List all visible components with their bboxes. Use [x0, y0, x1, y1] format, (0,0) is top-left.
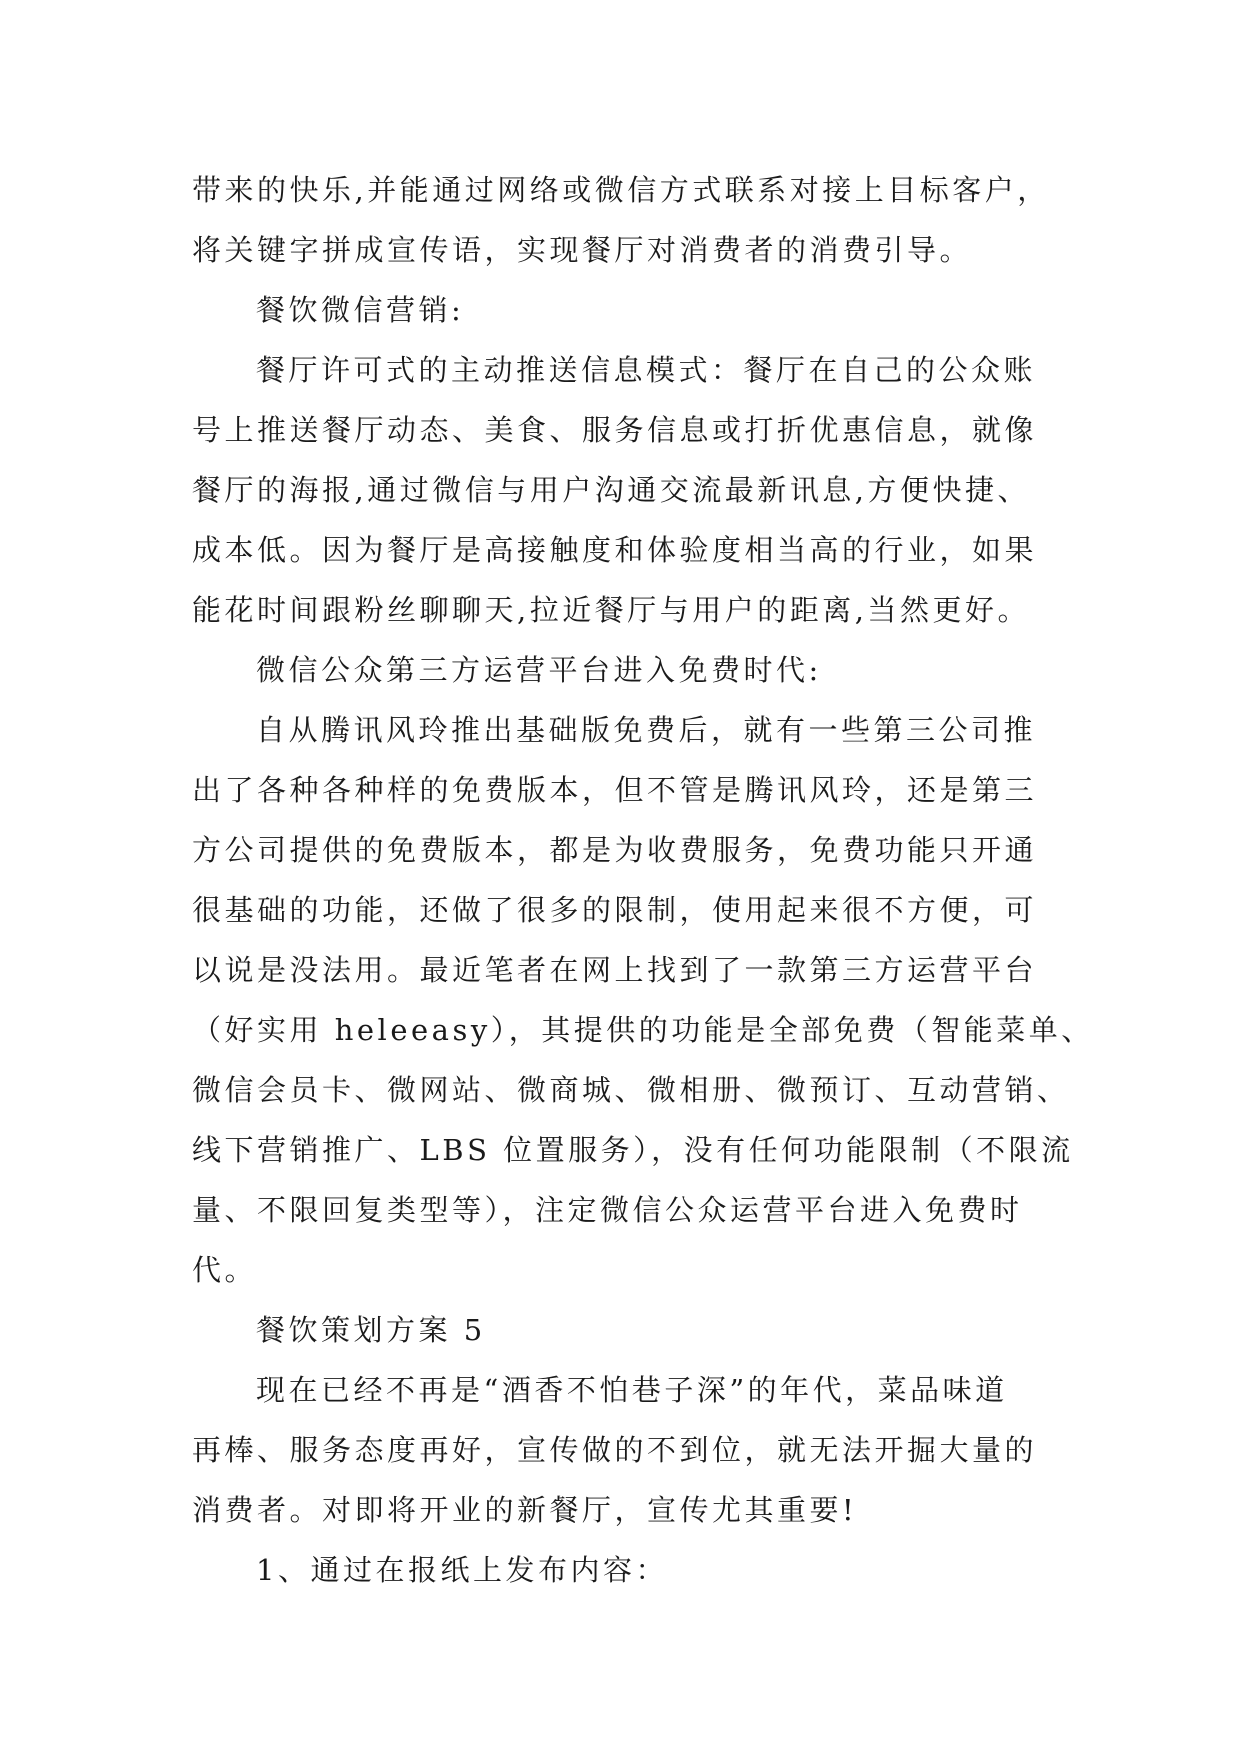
- body-line: 出了各种各种样的免费版本，但不管是腾讯风玲，还是第三: [192, 773, 1038, 807]
- body-line: 量、不限回复类型等），注定微信公众运营平台进入免费时: [192, 1193, 1023, 1227]
- body-line: 号上推送餐厅动态、美食、服务信息或打折优惠信息，就像: [192, 413, 1038, 447]
- paragraph-start: 现在已经不再是“酒香不怕巷子深”的年代，菜品味道: [256, 1373, 1008, 1407]
- list-item: 1、通过在报纸上发布内容：: [256, 1553, 668, 1587]
- body-line: 线下营销推广、LBS 位置服务），没有任何功能限制（不限流: [192, 1133, 1074, 1167]
- body-line: 微信会员卡、微网站、微商城、微相册、微预订、互动营销、: [192, 1073, 1070, 1107]
- body-line: 消费者。对即将开业的新餐厅，宣传尤其重要!: [192, 1493, 858, 1527]
- body-line: 很基础的功能，还做了很多的限制，使用起来很不方便，可: [192, 893, 1038, 927]
- body-line: 方公司提供的免费版本，都是为收费服务，免费功能只开通: [192, 833, 1038, 867]
- paragraph-start: 餐厅许可式的主动推送信息模式：餐厅在自己的公众账: [256, 353, 1037, 387]
- body-line: 再棒、服务态度再好，宣传做的不到位，就无法开掘大量的: [192, 1433, 1038, 1467]
- body-line: 能花时间跟粉丝聊聊天,拉近餐厅与用户的距离,当然更好。: [192, 593, 1030, 627]
- body-line: 以说是没法用。最近笔者在网上找到了一款第三方运营平台: [192, 953, 1038, 987]
- body-line: 餐厅的海报,通过微信与用户沟通交流最新讯息,方便快捷、: [192, 473, 1030, 507]
- body-line: 代。: [192, 1253, 258, 1287]
- section-heading: 餐饮微信营销:: [256, 293, 465, 327]
- body-line: （好实用 heleeasy），其提供的功能是全部免费（智能菜单、: [192, 1013, 1094, 1047]
- document-body: [192, 160, 1092, 1600]
- body-line: 将关键字拼成宣传语，实现餐厅对消费者的消费引导。: [192, 233, 973, 267]
- section-heading: 微信公众第三方运营平台进入免费时代:: [256, 653, 822, 687]
- paragraph-start: 自从腾讯风玲推出基础版免费后，就有一些第三公司推: [256, 713, 1037, 747]
- body-line: 成本低。因为餐厅是高接触度和体验度相当高的行业，如果: [192, 533, 1038, 567]
- section-heading: 餐饮策划方案 5: [256, 1313, 486, 1347]
- body-line: 带来的快乐,并能通过网络或微信方式联系对接上目标客户，: [192, 173, 1050, 207]
